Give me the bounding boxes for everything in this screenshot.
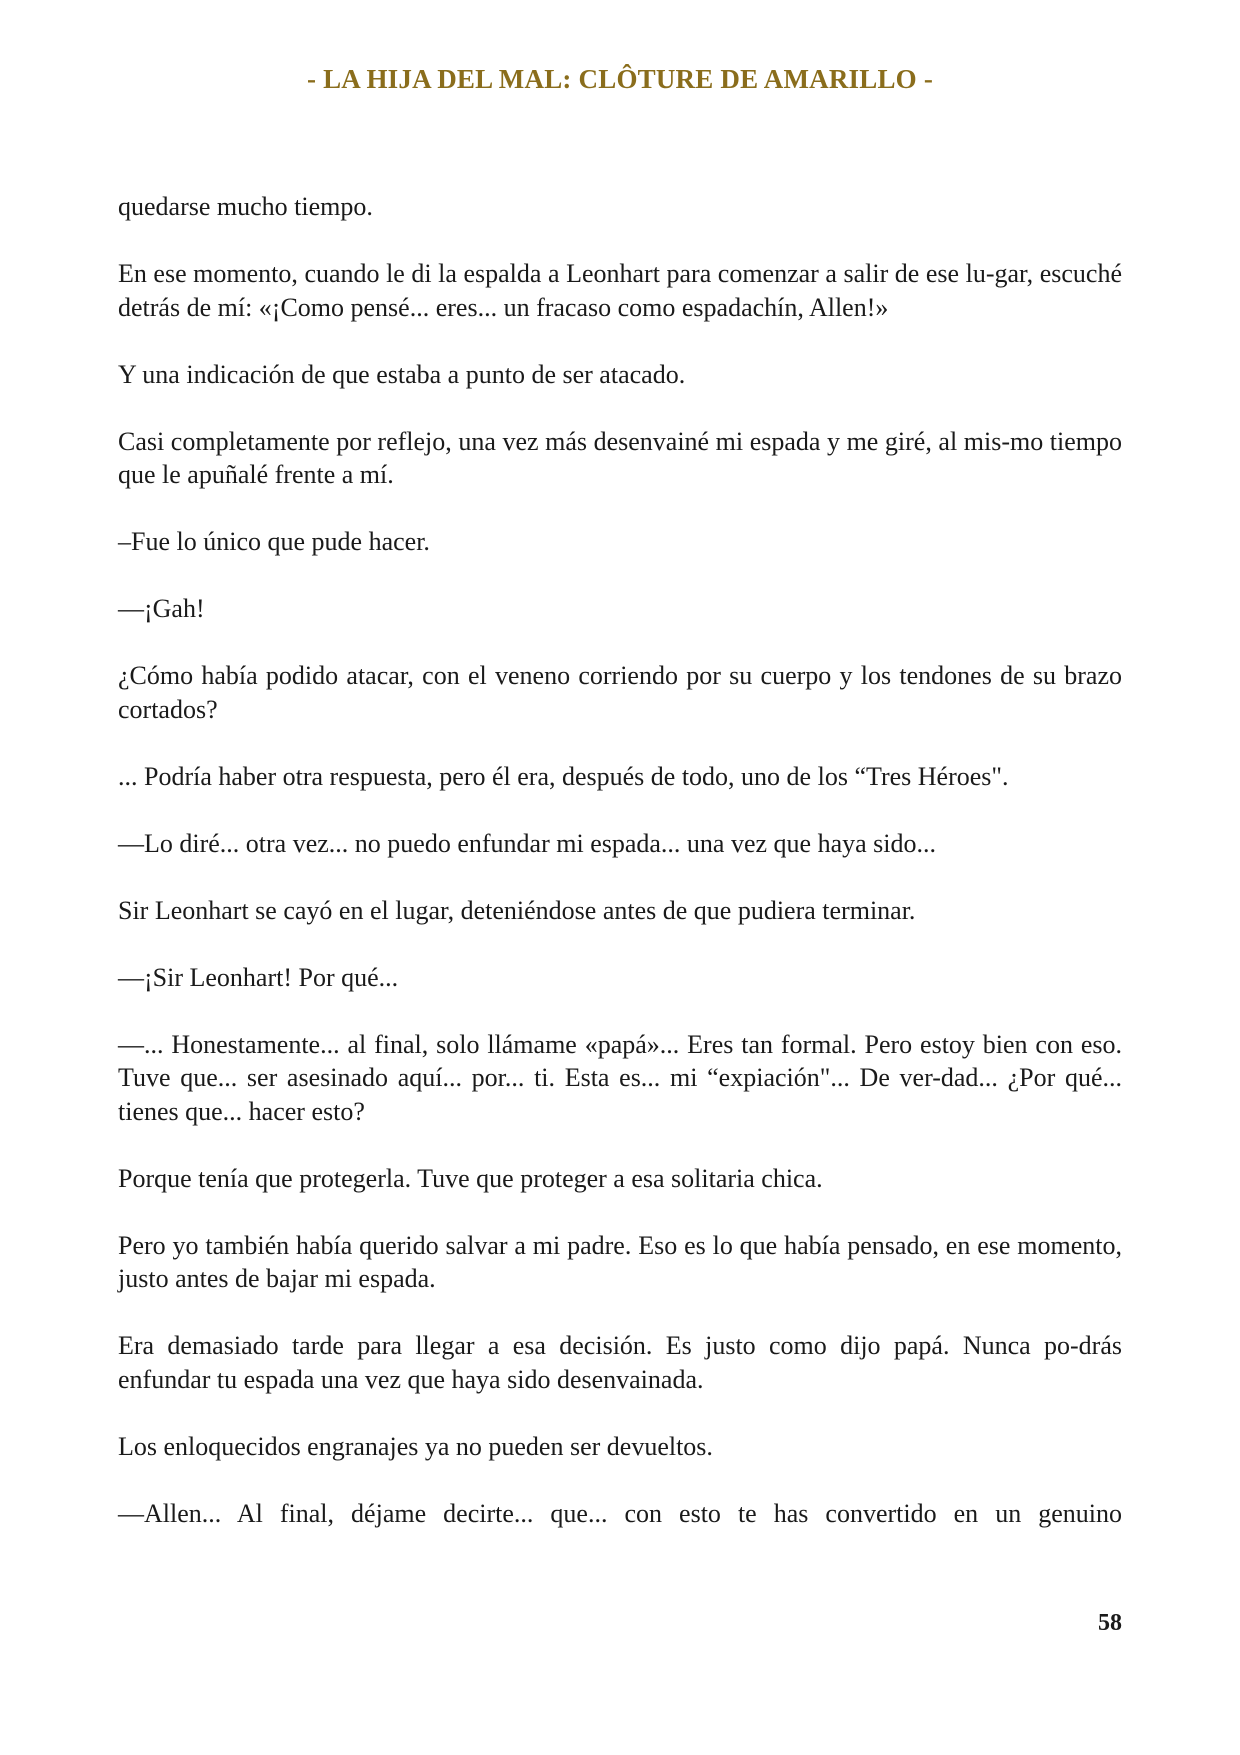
paragraph: –Fue lo único que pude hacer. — [118, 527, 430, 556]
paragraph: Era demasiado tarde para llegar a esa decisión. Es justo como dijo papá. Nunca po-drás enfundar tu espada una vez que haya sido desenvainada. — [118, 1331, 1122, 1394]
paragraph: quedarse mucho tiempo. — [118, 192, 373, 221]
paragraph: —... Honestamente... al final, solo llámame «papá»... Eres tan formal. Pero estoy bien con eso. Tuve que... ser asesinado aquí... por... ti. Esta es... mi “expiación"... De ver-dad... ¿Por qué... tienes que... hacer esto? — [118, 1029, 1122, 1126]
paragraph: Pero yo también había querido salvar a mi padre. Eso es lo que había pensado, en ese momento, justo antes de bajar mi espada. — [118, 1230, 1122, 1293]
paragraph: —¡Gah! — [118, 594, 205, 623]
page-number: 58 — [1098, 1610, 1122, 1636]
paragraph: En ese momento, cuando le di la espalda a Leonhart para comenzar a salir de ese lu-gar, escuché detrás de mí: «¡Como pensé... eres... un fracaso como espadachín, Allen!» — [118, 259, 1122, 322]
paragraph: Porque tenía que protegerla. Tuve que proteger a esa solitaria chica. — [118, 1163, 823, 1193]
paragraph: —Allen... Al final, déjame decirte... que... con esto te has convertido en un genuino — [118, 1498, 1122, 1528]
paragraph: ¿Cómo había podido atacar, con el veneno corriendo por su cuerpo y los tendones de su brazo cortados? — [118, 661, 1122, 724]
paragraph: ... Podría haber otra respuesta, pero él era, después de todo, uno de los “Tres Héroes". — [118, 761, 1009, 791]
paragraph: Casi completamente por reflejo, una vez más desenvainé mi espada y me giré, al mis-mo tiempo que le apuñalé frente a mí. — [118, 426, 1122, 489]
body-text — [118, 190, 1122, 1530]
paragraph: Los enloquecidos engranajes ya no pueden ser devueltos. — [118, 1431, 713, 1461]
paragraph: —Lo diré... otra vez... no puedo enfundar mi espada... una vez que haya sido... — [118, 828, 937, 858]
running-header: - LA HIJA DEL MAL: CLÔTURE DE AMARILLO - — [306, 64, 934, 94]
paragraph: Sir Leonhart se cayó en el lugar, deteniéndose antes de que pudiera terminar. — [118, 895, 916, 925]
paragraph: —¡Sir Leonhart! Por qué... — [118, 962, 399, 992]
paragraph: Y una indicación de que estaba a punto de ser atacado. — [118, 359, 686, 389]
